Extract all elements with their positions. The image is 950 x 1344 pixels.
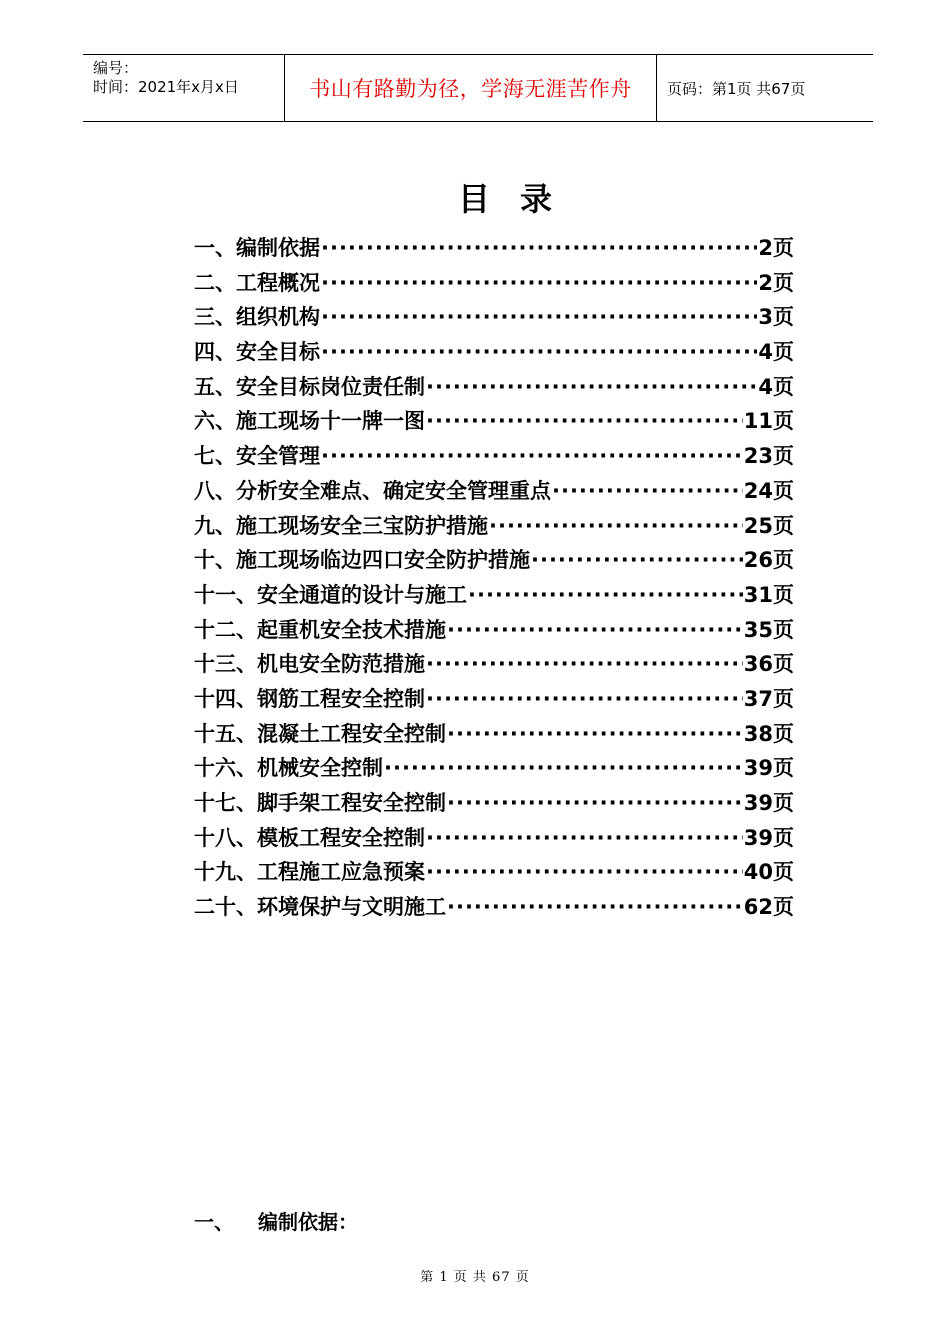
section-heading [194,1206,358,1235]
document-time-label: 时间：2021年x月x日 [93,78,239,96]
toc-entry-label: 八、分析安全难点、确定安全管理重点 [194,478,551,503]
toc-entry[interactable] [194,683,794,718]
toc-entry-label: 二十、环境保护与文明施工 [194,895,446,920]
toc-leader-dots [321,305,757,329]
toc-entry-label: 十六、机械安全控制 [194,756,383,781]
toc-entry[interactable] [194,891,794,926]
toc-entry-page: 2页 [758,236,794,260]
toc-leader-dots [489,514,743,538]
toc-entry-label: 十八、模板工程安全控制 [194,825,425,850]
toc-entry[interactable] [194,336,794,371]
header-meta [83,55,285,121]
toc-entry[interactable] [194,648,794,683]
toc-leader-dots [468,583,743,607]
toc-entry[interactable] [194,475,794,510]
toc-leader-dots [447,791,743,815]
toc-entry-page: 39页 [743,791,794,815]
toc-entry-label: 十一、安全通道的设计与施工 [194,582,467,607]
toc-entry-page: 23页 [743,444,794,469]
toc-entry[interactable] [194,579,794,614]
toc-entry-page: 4页 [758,374,794,399]
toc-entry-label: 十三、机电安全防范措施 [194,652,425,677]
toc-entry-page: 25页 [743,513,794,538]
toc-entry-label: 九、施工现场安全三宝防护措施 [194,513,488,538]
toc-entry-page: 38页 [743,721,794,746]
section-number: 一、 [194,1210,234,1234]
toc-entry-label: 六、施工现场十一牌一图 [194,409,425,434]
toc-entry[interactable] [194,752,794,787]
toc-leader-dots [321,271,757,295]
toc-leader-dots [426,375,757,399]
toc-entry-page: 37页 [743,686,794,711]
toc-entry[interactable] [194,371,794,406]
toc-entry-page: 36页 [743,652,794,677]
toc-entry-page: 40页 [743,860,794,885]
toc-leader-dots [531,548,743,572]
toc-leader-dots [552,479,743,503]
toc-entry-label: 十五、混凝土工程安全控制 [194,721,446,746]
page-header [83,54,873,122]
toc-entry-label: 二、工程概况 [194,270,320,295]
toc-entry[interactable] [194,787,794,822]
toc-entry-page: 3页 [758,305,794,330]
toc-entry-label: 四、安全目标 [194,340,320,365]
toc-entry-label: 一、编制依据 [194,236,320,260]
toc-leader-dots [321,236,757,260]
toc-entry-page: 39页 [743,756,794,781]
toc-entry-label: 十二、起重机安全技术措施 [194,617,446,642]
toc-entry-page: 35页 [743,617,794,642]
toc-entry-page: 39页 [743,825,794,850]
page-footer: 第 1 页 共 67 页 [420,1270,530,1285]
table-of-contents [194,232,794,926]
toc-entry[interactable] [194,267,794,302]
toc-leader-dots [321,444,743,468]
toc-entry[interactable] [194,822,794,857]
toc-leader-dots [426,826,743,850]
document-number-label: 编号： [93,59,139,77]
toc-leader-dots [384,756,743,780]
header-page-info: 页码：第1页 共67页 [667,79,806,98]
toc-entry[interactable] [194,856,794,891]
toc-entry[interactable] [194,510,794,545]
toc-entry[interactable] [194,440,794,475]
toc-leader-dots [426,409,743,433]
toc-leader-dots [447,895,743,919]
toc-title: 目录 [457,180,582,218]
toc-entry-page: 2页 [758,270,794,295]
toc-entry[interactable] [194,405,794,440]
toc-entry-page: 24页 [743,478,794,503]
toc-entry[interactable] [194,544,794,579]
toc-entry-page: 4页 [758,340,794,365]
toc-leader-dots [447,722,743,746]
toc-entry-page: 31页 [743,582,794,607]
toc-entry[interactable] [194,232,794,267]
toc-entry-label: 十、施工现场临边四口安全防护措施 [194,548,530,573]
toc-leader-dots [447,618,743,642]
toc-entry-label: 十四、钢筋工程安全控制 [194,686,425,711]
toc-entry-label: 十七、脚手架工程安全控制 [194,791,446,815]
toc-entry-page: 11页 [743,409,794,434]
toc-entry-label: 七、安全管理 [194,444,320,469]
toc-entry-label: 三、组织机构 [194,305,320,330]
toc-leader-dots [426,860,743,884]
toc-entry[interactable] [194,301,794,336]
toc-entry-page: 26页 [743,548,794,573]
toc-leader-dots [426,687,743,711]
header-motto: 书山有路勤为径，学海无涯苦作舟 [285,55,657,121]
toc-leader-dots [321,340,757,364]
toc-entry[interactable] [194,614,794,649]
toc-entry-page: 62页 [743,895,794,920]
toc-entry[interactable] [194,718,794,753]
toc-entry-label: 十九、工程施工应急预案 [194,860,425,885]
section-title: 编制依据： [258,1210,358,1234]
toc-leader-dots [426,652,743,676]
toc-entry-label: 五、安全目标岗位责任制 [194,374,425,399]
